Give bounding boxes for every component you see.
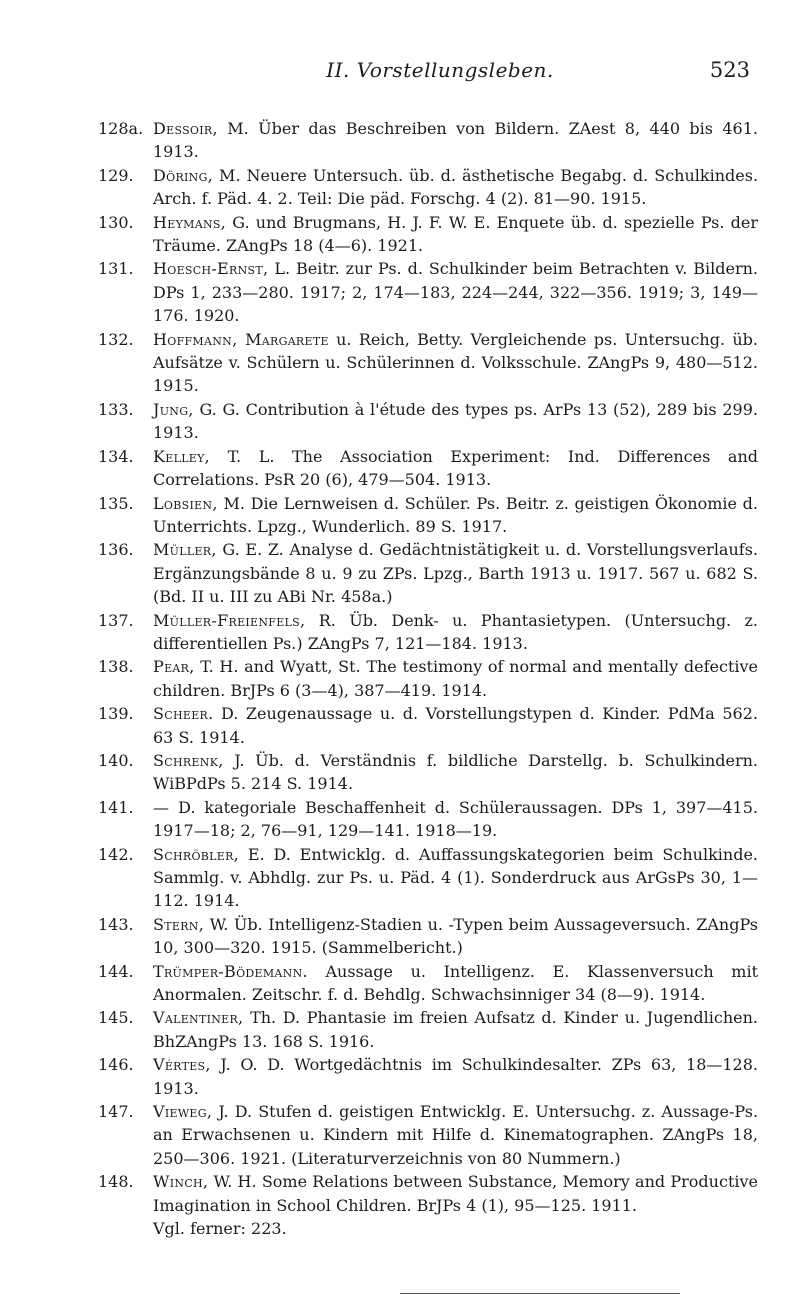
entry-number: 137. bbox=[98, 610, 134, 630]
entry-author: Hoesch-Ernst, bbox=[153, 259, 269, 279]
entry-author: Müller, bbox=[153, 540, 217, 560]
entry-author: Müller-Freienfels, bbox=[153, 610, 306, 630]
entry-author: Hoffmann, Margarete bbox=[153, 329, 329, 349]
entry-citation: M. Die Lernweisen d. Schüler. Ps. Beitr. z. geistigen Ökonomie d. Unterrichts. Lpzg., Wunderlich. 89 S. 1917. bbox=[153, 493, 758, 536]
entry-number: 134. bbox=[98, 446, 134, 466]
bibliography-entry bbox=[98, 328, 758, 398]
entry-number: 129. bbox=[98, 165, 134, 185]
entry-number: 131. bbox=[98, 259, 134, 279]
bibliography-entry bbox=[98, 913, 758, 960]
entry-citation: J. O. D. Wortgedächtnis im Schulkindesalter. ZPs 63, 18—128. 1913. bbox=[153, 1055, 758, 1098]
entry-citation: R. Üb. Denk- u. Phantasietypen. (Untersuchg. z. differentiellen Ps.) ZAngPs 7, 121—184. 1913. bbox=[153, 610, 758, 653]
bibliography-entry bbox=[98, 749, 758, 796]
entry-author: Kelley, bbox=[153, 446, 211, 466]
entry-citation: M. Neuere Untersuch. üb. d. ästhetische Begabg. d. Schulkindes. Arch. f. Päd. 4. 2. Teil: Die päd. Forschg. 4 (2). 81—90. 1915. bbox=[153, 165, 758, 209]
entry-citation: Aussage u. Intelligenz. E. Klassenversuch mit Anormalen. Zeitschr. f. d. Behdlg. Schwachsinniger 34 (8—9). 1914. bbox=[153, 961, 758, 1005]
entry-citation: Th. D. Phantasie im freien Aufsatz d. Kinder u. Jugendlichen. BhZAngPs 13. 168 S. 1916. bbox=[153, 1008, 758, 1051]
entry-number: 138. bbox=[98, 657, 134, 677]
entry-number: 130. bbox=[98, 212, 134, 232]
entry-number: 146. bbox=[98, 1055, 134, 1075]
entry-author: Vértes, bbox=[153, 1055, 211, 1075]
entry-number: 145. bbox=[98, 1008, 134, 1028]
entry-author: Valentiner, bbox=[153, 1008, 244, 1028]
entry-citation: L. Beitr. zur Ps. d. Schulkinder beim Betrachten v. Bildern. DPs 1, 233—280. 1917; 2, 174—183, 224—244, 322—356. 1919; 3, 149—176. 1920. bbox=[153, 259, 758, 326]
entry-number: 143. bbox=[98, 914, 134, 934]
entry-citation: T. H. and Wyatt, St. The testimony of normal and mentally defective children. BrJPs 6 (3—4), 387—419. 1914. bbox=[153, 657, 758, 700]
bibliography-entry bbox=[98, 211, 758, 258]
entry-number: 141. bbox=[98, 797, 134, 817]
entry-author: Vieweg, bbox=[153, 1102, 213, 1122]
bibliography-entry bbox=[98, 609, 758, 656]
entry-number: 135. bbox=[98, 493, 134, 513]
bibliography-entry bbox=[98, 655, 758, 702]
entry-number: 139. bbox=[98, 704, 134, 724]
entry-citation: J. D. Stufen d. geistigen Entwicklg. E. Untersuchg. z. Aussage-Ps. an Erwachsenen u. Kindern mit Hilfe d. Kinematographen. ZAngPs 18, 250—306. 1921. (Literaturverzeichnis von 80 Nummern.) bbox=[153, 1102, 758, 1168]
entry-author: Heymans, bbox=[153, 212, 227, 232]
bibliography-entry bbox=[98, 1006, 758, 1053]
footer-rule bbox=[400, 1293, 680, 1294]
bibliography-entry bbox=[98, 445, 758, 492]
entry-author: Stern, bbox=[153, 914, 205, 934]
bibliography-entry bbox=[98, 796, 758, 843]
bibliography-entry bbox=[98, 1170, 758, 1217]
entry-number: 147. bbox=[98, 1102, 134, 1122]
entry-citation: D. Zeugenaussage u. d. Vorstellungstypen d. Kinder. PdMa 562. 63 S. 1914. bbox=[153, 704, 758, 747]
bibliography-entry bbox=[98, 843, 758, 913]
entry-number: 144. bbox=[98, 961, 134, 981]
entry-author: Döring, bbox=[153, 165, 214, 185]
bibliography-entry bbox=[98, 702, 758, 749]
entry-citation: D. kategoriale Beschaffenheit d. Schüleraussagen. DPs 1, 397—415. 1917—18; 2, 76—91, 129—141. 1918—19. bbox=[153, 797, 758, 841]
bibliography-entry bbox=[98, 398, 758, 445]
entry-author: — bbox=[153, 797, 170, 817]
entry-citation: G. G. Contribution à l'étude des types ps. ArPs 13 (52), 289 bis 299. 1913. bbox=[153, 399, 758, 443]
bibliography-entry bbox=[98, 492, 758, 539]
see-also-note: Vgl. ferner: 223. bbox=[153, 1219, 287, 1239]
entry-citation: J. Üb. d. Verständnis f. bildliche Darstellg. b. Schulkindern. WiBPdPs 5. 214 S. 1914. bbox=[153, 750, 758, 794]
running-head bbox=[130, 58, 750, 88]
entry-number: 148. bbox=[98, 1172, 134, 1192]
entry-citation: T. L. The Association Experiment: Ind. Differences and Correlations. PsR 20 (6), 479—504. 1913. bbox=[153, 446, 758, 490]
entry-citation: W. Üb. Intelligenz-Stadien u. -Typen beim Aussageversuch. ZAngPs 10, 300—320. 1915. (Sammelbericht.) bbox=[153, 914, 758, 958]
entry-author: Schröbler, bbox=[153, 844, 240, 864]
entry-author: Trümper-Bödemann. bbox=[153, 961, 308, 981]
entry-citation: E. D. Entwicklg. d. Auffassungskategorien beim Schulkinde. Sammlg. v. Abhdlg. zur Ps. u. Päd. 4 (1). Sonderdruck aus ArGsPs 30, 1—112. 1914. bbox=[153, 844, 758, 911]
entry-number: 136. bbox=[98, 540, 134, 560]
entry-number: 140. bbox=[98, 750, 134, 770]
running-title: II. Vorstellungsleben. bbox=[326, 58, 554, 82]
entry-author: Lobsien, bbox=[153, 493, 218, 513]
entry-citation: G. und Brugmans, H. J. F. W. E. Enquete üb. d. spezielle Ps. der Träume. ZAngPs 18 (4—6). 1921. bbox=[153, 212, 758, 256]
bibliography-entry bbox=[98, 1053, 758, 1100]
bibliography-list bbox=[98, 117, 758, 1241]
bibliography-entry bbox=[98, 538, 758, 608]
bibliography-entry bbox=[98, 164, 758, 211]
entry-author: Scheer. bbox=[153, 704, 214, 724]
entry-citation: W. H. Some Relations between Substance, Memory and Productive Imagination in School Children. BrJPs 4 (1), 95—125. 1911. bbox=[153, 1172, 758, 1215]
entry-author: Schrenk, bbox=[153, 750, 224, 770]
entry-citation: u. Reich, Betty. Vergleichende ps. Untersuchg. üb. Aufsätze v. Schülern u. Schülerinnen d. Volksschule. ZAngPs 9, 480—512. 1915. bbox=[153, 329, 758, 396]
entry-citation: M. Über das Beschreiben von Bildern. ZAest 8, 440 bis 461. 1913. bbox=[153, 119, 758, 162]
bibliography-entry bbox=[98, 960, 758, 1007]
bibliography-entry bbox=[98, 117, 758, 164]
bibliography-entry bbox=[98, 1100, 758, 1170]
entry-number: 132. bbox=[98, 329, 134, 349]
entry-author: Winch, bbox=[153, 1172, 209, 1192]
entry-number: 128a. bbox=[98, 119, 144, 138]
bibliography-entry bbox=[98, 257, 758, 327]
entry-author: Jung, bbox=[153, 399, 194, 419]
entry-author: Dessoir, bbox=[153, 119, 218, 138]
entry-number: 142. bbox=[98, 844, 134, 864]
entry-citation: G. E. Z. Analyse d. Gedächtnistätigkeit u. d. Vorstellungsverlaufs. Ergänzungsbände 8 u. 9 zu ZPs. Lpzg., Barth 1913 u. 1917. 567 u. 682 S. (Bd. II u. III zu ABi Nr. 458a.) bbox=[153, 540, 758, 607]
page-number: 523 bbox=[709, 58, 750, 82]
entry-number: 133. bbox=[98, 399, 134, 419]
entry-author: Pear, bbox=[153, 657, 195, 677]
